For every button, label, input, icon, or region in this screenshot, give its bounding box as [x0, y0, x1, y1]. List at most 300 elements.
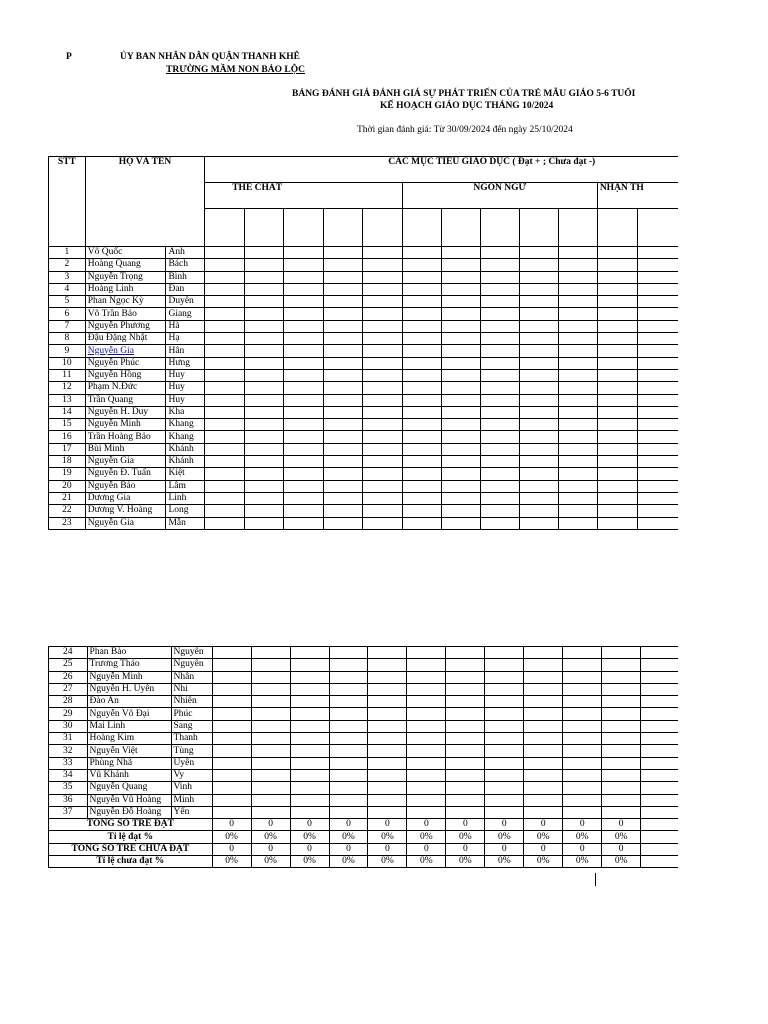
- evaluation-cell[interactable]: [363, 443, 402, 455]
- evaluation-cell[interactable]: [363, 468, 402, 480]
- evaluation-cell[interactable]: [441, 283, 480, 295]
- evaluation-cell[interactable]: [284, 443, 323, 455]
- evaluation-cell[interactable]: [323, 394, 362, 406]
- evaluation-cell[interactable]: [205, 382, 244, 394]
- evaluation-cell[interactable]: [407, 745, 446, 757]
- evaluation-cell[interactable]: [251, 806, 290, 818]
- evaluation-cell[interactable]: [323, 296, 362, 308]
- evaluation-cell[interactable]: [597, 517, 637, 529]
- evaluation-cell[interactable]: [638, 492, 678, 504]
- evaluation-cell[interactable]: [323, 456, 362, 468]
- evaluation-cell[interactable]: [602, 806, 641, 818]
- evaluation-cell[interactable]: [323, 382, 362, 394]
- evaluation-cell[interactable]: [485, 782, 524, 794]
- evaluation-cell[interactable]: [485, 794, 524, 806]
- evaluation-cell[interactable]: [363, 406, 402, 418]
- evaluation-cell[interactable]: [558, 333, 597, 345]
- evaluation-cell[interactable]: [641, 757, 678, 769]
- evaluation-cell[interactable]: [446, 782, 485, 794]
- evaluation-cell[interactable]: [597, 480, 637, 492]
- evaluation-cell[interactable]: [602, 683, 641, 695]
- evaluation-cell[interactable]: [284, 382, 323, 394]
- evaluation-cell[interactable]: [329, 696, 368, 708]
- evaluation-cell[interactable]: [284, 320, 323, 332]
- evaluation-cell[interactable]: [407, 733, 446, 745]
- evaluation-cell[interactable]: [524, 647, 563, 659]
- evaluation-cell[interactable]: [368, 733, 407, 745]
- evaluation-cell[interactable]: [441, 357, 480, 369]
- evaluation-cell[interactable]: [284, 333, 323, 345]
- evaluation-cell[interactable]: [323, 419, 362, 431]
- evaluation-cell[interactable]: [558, 259, 597, 271]
- evaluation-cell[interactable]: [363, 456, 402, 468]
- evaluation-cell[interactable]: [363, 308, 402, 320]
- evaluation-cell[interactable]: [284, 357, 323, 369]
- evaluation-cell[interactable]: [205, 517, 244, 529]
- evaluation-cell[interactable]: [524, 794, 563, 806]
- evaluation-cell[interactable]: [244, 320, 283, 332]
- evaluation-cell[interactable]: [402, 283, 441, 295]
- evaluation-cell[interactable]: [480, 492, 519, 504]
- evaluation-cell[interactable]: [597, 505, 637, 517]
- evaluation-cell[interactable]: [323, 320, 362, 332]
- evaluation-cell[interactable]: [446, 659, 485, 671]
- evaluation-cell[interactable]: [480, 247, 519, 259]
- evaluation-cell[interactable]: [284, 394, 323, 406]
- evaluation-cell[interactable]: [638, 247, 678, 259]
- evaluation-cell[interactable]: [329, 782, 368, 794]
- evaluation-cell[interactable]: [485, 696, 524, 708]
- evaluation-cell[interactable]: [441, 247, 480, 259]
- evaluation-cell[interactable]: [638, 345, 678, 357]
- evaluation-cell[interactable]: [638, 283, 678, 295]
- evaluation-cell[interactable]: [251, 733, 290, 745]
- evaluation-cell[interactable]: [597, 345, 637, 357]
- evaluation-cell[interactable]: [212, 696, 251, 708]
- evaluation-cell[interactable]: [212, 769, 251, 781]
- evaluation-cell[interactable]: [597, 271, 637, 283]
- evaluation-cell[interactable]: [244, 505, 283, 517]
- evaluation-cell[interactable]: [558, 247, 597, 259]
- evaluation-cell[interactable]: [558, 271, 597, 283]
- evaluation-cell[interactable]: [519, 505, 558, 517]
- evaluation-cell[interactable]: [329, 745, 368, 757]
- evaluation-cell[interactable]: [519, 271, 558, 283]
- evaluation-cell[interactable]: [558, 406, 597, 418]
- evaluation-cell[interactable]: [519, 345, 558, 357]
- evaluation-cell[interactable]: [323, 480, 362, 492]
- evaluation-cell[interactable]: [407, 806, 446, 818]
- evaluation-cell[interactable]: [597, 357, 637, 369]
- evaluation-cell[interactable]: [402, 480, 441, 492]
- evaluation-cell[interactable]: [402, 517, 441, 529]
- evaluation-cell[interactable]: [524, 757, 563, 769]
- evaluation-cell[interactable]: [284, 296, 323, 308]
- evaluation-cell[interactable]: [519, 320, 558, 332]
- evaluation-cell[interactable]: [441, 443, 480, 455]
- evaluation-cell[interactable]: [284, 259, 323, 271]
- evaluation-cell[interactable]: [446, 733, 485, 745]
- evaluation-cell[interactable]: [329, 806, 368, 818]
- evaluation-cell[interactable]: [251, 794, 290, 806]
- evaluation-cell[interactable]: [638, 468, 678, 480]
- evaluation-cell[interactable]: [602, 708, 641, 720]
- evaluation-cell[interactable]: [602, 647, 641, 659]
- evaluation-cell[interactable]: [284, 468, 323, 480]
- evaluation-cell[interactable]: [519, 357, 558, 369]
- evaluation-cell[interactable]: [244, 283, 283, 295]
- evaluation-cell[interactable]: [441, 394, 480, 406]
- evaluation-cell[interactable]: [290, 720, 329, 732]
- evaluation-cell[interactable]: [323, 308, 362, 320]
- evaluation-cell[interactable]: [212, 647, 251, 659]
- evaluation-cell[interactable]: [205, 320, 244, 332]
- evaluation-cell[interactable]: [290, 696, 329, 708]
- evaluation-cell[interactable]: [641, 659, 678, 671]
- evaluation-cell[interactable]: [602, 769, 641, 781]
- evaluation-cell[interactable]: [329, 671, 368, 683]
- evaluation-cell[interactable]: [363, 480, 402, 492]
- evaluation-cell[interactable]: [402, 345, 441, 357]
- evaluation-cell[interactable]: [402, 247, 441, 259]
- evaluation-cell[interactable]: [251, 720, 290, 732]
- evaluation-cell[interactable]: [244, 271, 283, 283]
- evaluation-cell[interactable]: [558, 480, 597, 492]
- evaluation-cell[interactable]: [363, 505, 402, 517]
- evaluation-cell[interactable]: [323, 247, 362, 259]
- evaluation-cell[interactable]: [205, 394, 244, 406]
- evaluation-cell[interactable]: [441, 271, 480, 283]
- evaluation-cell[interactable]: [212, 782, 251, 794]
- evaluation-cell[interactable]: [244, 247, 283, 259]
- evaluation-cell[interactable]: [284, 271, 323, 283]
- evaluation-cell[interactable]: [558, 308, 597, 320]
- evaluation-cell[interactable]: [519, 431, 558, 443]
- evaluation-cell[interactable]: [407, 671, 446, 683]
- evaluation-cell[interactable]: [368, 769, 407, 781]
- evaluation-cell[interactable]: [251, 769, 290, 781]
- evaluation-cell[interactable]: [323, 406, 362, 418]
- evaluation-cell[interactable]: [363, 259, 402, 271]
- evaluation-cell[interactable]: [363, 517, 402, 529]
- evaluation-cell[interactable]: [597, 259, 637, 271]
- evaluation-cell[interactable]: [205, 431, 244, 443]
- evaluation-cell[interactable]: [563, 696, 602, 708]
- evaluation-cell[interactable]: [368, 683, 407, 695]
- evaluation-cell[interactable]: [563, 757, 602, 769]
- evaluation-cell[interactable]: [284, 431, 323, 443]
- evaluation-cell[interactable]: [524, 696, 563, 708]
- evaluation-cell[interactable]: [638, 333, 678, 345]
- evaluation-cell[interactable]: [480, 259, 519, 271]
- evaluation-cell[interactable]: [602, 794, 641, 806]
- evaluation-cell[interactable]: [638, 357, 678, 369]
- evaluation-cell[interactable]: [597, 308, 637, 320]
- evaluation-cell[interactable]: [519, 382, 558, 394]
- evaluation-cell[interactable]: [244, 259, 283, 271]
- evaluation-cell[interactable]: [212, 794, 251, 806]
- evaluation-cell[interactable]: [323, 517, 362, 529]
- evaluation-cell[interactable]: [212, 708, 251, 720]
- evaluation-cell[interactable]: [602, 696, 641, 708]
- evaluation-cell[interactable]: [558, 296, 597, 308]
- evaluation-cell[interactable]: [244, 419, 283, 431]
- evaluation-cell[interactable]: [563, 708, 602, 720]
- evaluation-cell[interactable]: [563, 806, 602, 818]
- evaluation-cell[interactable]: [446, 806, 485, 818]
- evaluation-cell[interactable]: [638, 431, 678, 443]
- evaluation-cell[interactable]: [329, 757, 368, 769]
- evaluation-cell[interactable]: [244, 468, 283, 480]
- evaluation-cell[interactable]: [323, 431, 362, 443]
- evaluation-cell[interactable]: [290, 659, 329, 671]
- evaluation-cell[interactable]: [480, 283, 519, 295]
- evaluation-cell[interactable]: [244, 333, 283, 345]
- evaluation-cell[interactable]: [602, 745, 641, 757]
- evaluation-cell[interactable]: [519, 492, 558, 504]
- evaluation-cell[interactable]: [524, 671, 563, 683]
- evaluation-cell[interactable]: [597, 296, 637, 308]
- evaluation-cell[interactable]: [402, 369, 441, 381]
- evaluation-cell[interactable]: [446, 769, 485, 781]
- evaluation-cell[interactable]: [402, 443, 441, 455]
- evaluation-cell[interactable]: [205, 468, 244, 480]
- evaluation-cell[interactable]: [244, 492, 283, 504]
- evaluation-cell[interactable]: [441, 480, 480, 492]
- evaluation-cell[interactable]: [441, 308, 480, 320]
- evaluation-cell[interactable]: [638, 369, 678, 381]
- evaluation-cell[interactable]: [602, 671, 641, 683]
- evaluation-cell[interactable]: [205, 505, 244, 517]
- evaluation-cell[interactable]: [407, 696, 446, 708]
- evaluation-cell[interactable]: [524, 769, 563, 781]
- evaluation-cell[interactable]: [597, 247, 637, 259]
- evaluation-cell[interactable]: [323, 443, 362, 455]
- evaluation-cell[interactable]: [363, 382, 402, 394]
- evaluation-cell[interactable]: [407, 720, 446, 732]
- evaluation-cell[interactable]: [284, 345, 323, 357]
- evaluation-cell[interactable]: [558, 517, 597, 529]
- evaluation-cell[interactable]: [519, 333, 558, 345]
- evaluation-cell[interactable]: [290, 757, 329, 769]
- evaluation-cell[interactable]: [205, 357, 244, 369]
- evaluation-cell[interactable]: [519, 283, 558, 295]
- evaluation-cell[interactable]: [329, 794, 368, 806]
- evaluation-cell[interactable]: [597, 468, 637, 480]
- evaluation-cell[interactable]: [446, 745, 485, 757]
- evaluation-cell[interactable]: [485, 671, 524, 683]
- evaluation-cell[interactable]: [407, 782, 446, 794]
- evaluation-cell[interactable]: [597, 382, 637, 394]
- evaluation-cell[interactable]: [485, 806, 524, 818]
- evaluation-cell[interactable]: [480, 468, 519, 480]
- evaluation-cell[interactable]: [485, 647, 524, 659]
- evaluation-cell[interactable]: [441, 333, 480, 345]
- evaluation-cell[interactable]: [597, 431, 637, 443]
- evaluation-cell[interactable]: [524, 745, 563, 757]
- evaluation-cell[interactable]: [524, 782, 563, 794]
- evaluation-cell[interactable]: [480, 320, 519, 332]
- evaluation-cell[interactable]: [485, 757, 524, 769]
- evaluation-cell[interactable]: [402, 431, 441, 443]
- evaluation-cell[interactable]: [602, 782, 641, 794]
- evaluation-cell[interactable]: [597, 320, 637, 332]
- evaluation-cell[interactable]: [641, 782, 678, 794]
- evaluation-cell[interactable]: [363, 333, 402, 345]
- evaluation-cell[interactable]: [563, 683, 602, 695]
- evaluation-cell[interactable]: [368, 696, 407, 708]
- evaluation-cell[interactable]: [638, 320, 678, 332]
- evaluation-cell[interactable]: [563, 782, 602, 794]
- evaluation-cell[interactable]: [480, 333, 519, 345]
- evaluation-cell[interactable]: [368, 671, 407, 683]
- evaluation-cell[interactable]: [205, 443, 244, 455]
- evaluation-cell[interactable]: [524, 708, 563, 720]
- evaluation-cell[interactable]: [446, 757, 485, 769]
- evaluation-cell[interactable]: [212, 683, 251, 695]
- evaluation-cell[interactable]: [446, 647, 485, 659]
- evaluation-cell[interactable]: [407, 683, 446, 695]
- evaluation-cell[interactable]: [368, 708, 407, 720]
- evaluation-cell[interactable]: [251, 708, 290, 720]
- evaluation-cell[interactable]: [524, 806, 563, 818]
- evaluation-cell[interactable]: [558, 345, 597, 357]
- evaluation-cell[interactable]: [563, 647, 602, 659]
- evaluation-cell[interactable]: [284, 419, 323, 431]
- evaluation-cell[interactable]: [284, 505, 323, 517]
- evaluation-cell[interactable]: [323, 369, 362, 381]
- evaluation-cell[interactable]: [363, 345, 402, 357]
- evaluation-cell[interactable]: [407, 757, 446, 769]
- evaluation-cell[interactable]: [368, 720, 407, 732]
- evaluation-cell[interactable]: [407, 647, 446, 659]
- evaluation-cell[interactable]: [402, 406, 441, 418]
- evaluation-cell[interactable]: [441, 296, 480, 308]
- evaluation-cell[interactable]: [597, 456, 637, 468]
- evaluation-cell[interactable]: [329, 720, 368, 732]
- evaluation-cell[interactable]: [212, 671, 251, 683]
- evaluation-cell[interactable]: [446, 696, 485, 708]
- evaluation-cell[interactable]: [519, 247, 558, 259]
- evaluation-cell[interactable]: [641, 769, 678, 781]
- evaluation-cell[interactable]: [480, 345, 519, 357]
- evaluation-cell[interactable]: [290, 647, 329, 659]
- evaluation-cell[interactable]: [323, 283, 362, 295]
- evaluation-cell[interactable]: [485, 769, 524, 781]
- evaluation-cell[interactable]: [290, 782, 329, 794]
- evaluation-cell[interactable]: [558, 382, 597, 394]
- evaluation-cell[interactable]: [480, 505, 519, 517]
- evaluation-cell[interactable]: [407, 659, 446, 671]
- evaluation-cell[interactable]: [638, 456, 678, 468]
- evaluation-cell[interactable]: [205, 369, 244, 381]
- evaluation-cell[interactable]: [290, 671, 329, 683]
- evaluation-cell[interactable]: [284, 369, 323, 381]
- evaluation-cell[interactable]: [641, 806, 678, 818]
- evaluation-cell[interactable]: [480, 406, 519, 418]
- evaluation-cell[interactable]: [485, 659, 524, 671]
- evaluation-cell[interactable]: [638, 517, 678, 529]
- evaluation-cell[interactable]: [323, 271, 362, 283]
- evaluation-cell[interactable]: [441, 492, 480, 504]
- evaluation-cell[interactable]: [638, 308, 678, 320]
- evaluation-cell[interactable]: [284, 492, 323, 504]
- evaluation-cell[interactable]: [323, 345, 362, 357]
- evaluation-cell[interactable]: [519, 419, 558, 431]
- evaluation-cell[interactable]: [641, 671, 678, 683]
- evaluation-cell[interactable]: [363, 283, 402, 295]
- evaluation-cell[interactable]: [485, 683, 524, 695]
- evaluation-cell[interactable]: [597, 283, 637, 295]
- evaluation-cell[interactable]: [641, 794, 678, 806]
- evaluation-cell[interactable]: [407, 769, 446, 781]
- evaluation-cell[interactable]: [323, 492, 362, 504]
- evaluation-cell[interactable]: [205, 419, 244, 431]
- evaluation-cell[interactable]: [212, 745, 251, 757]
- evaluation-cell[interactable]: [205, 296, 244, 308]
- evaluation-cell[interactable]: [641, 647, 678, 659]
- evaluation-cell[interactable]: [558, 431, 597, 443]
- evaluation-cell[interactable]: [519, 394, 558, 406]
- evaluation-cell[interactable]: [558, 283, 597, 295]
- evaluation-cell[interactable]: [441, 419, 480, 431]
- evaluation-cell[interactable]: [402, 271, 441, 283]
- evaluation-cell[interactable]: [446, 708, 485, 720]
- evaluation-cell[interactable]: [480, 480, 519, 492]
- student-name-link[interactable]: Nguyễn Gia: [87, 345, 134, 356]
- evaluation-cell[interactable]: [597, 406, 637, 418]
- evaluation-cell[interactable]: [323, 259, 362, 271]
- evaluation-cell[interactable]: [402, 468, 441, 480]
- evaluation-cell[interactable]: [205, 492, 244, 504]
- evaluation-cell[interactable]: [284, 247, 323, 259]
- evaluation-cell[interactable]: [244, 443, 283, 455]
- evaluation-cell[interactable]: [519, 308, 558, 320]
- evaluation-cell[interactable]: [638, 419, 678, 431]
- evaluation-cell[interactable]: [519, 517, 558, 529]
- evaluation-cell[interactable]: [363, 394, 402, 406]
- evaluation-cell[interactable]: [641, 683, 678, 695]
- evaluation-cell[interactable]: [563, 720, 602, 732]
- evaluation-cell[interactable]: [244, 431, 283, 443]
- evaluation-cell[interactable]: [363, 419, 402, 431]
- evaluation-cell[interactable]: [597, 492, 637, 504]
- evaluation-cell[interactable]: [446, 683, 485, 695]
- evaluation-cell[interactable]: [480, 296, 519, 308]
- evaluation-cell[interactable]: [446, 671, 485, 683]
- evaluation-cell[interactable]: [402, 419, 441, 431]
- evaluation-cell[interactable]: [212, 720, 251, 732]
- evaluation-cell[interactable]: [323, 357, 362, 369]
- evaluation-cell[interactable]: [441, 468, 480, 480]
- evaluation-cell[interactable]: [638, 296, 678, 308]
- evaluation-cell[interactable]: [558, 419, 597, 431]
- evaluation-cell[interactable]: [558, 320, 597, 332]
- evaluation-cell[interactable]: [519, 259, 558, 271]
- evaluation-cell[interactable]: [251, 782, 290, 794]
- evaluation-cell[interactable]: [597, 419, 637, 431]
- evaluation-cell[interactable]: [205, 283, 244, 295]
- evaluation-cell[interactable]: [563, 733, 602, 745]
- evaluation-cell[interactable]: [519, 369, 558, 381]
- evaluation-cell[interactable]: [212, 806, 251, 818]
- evaluation-cell[interactable]: [290, 769, 329, 781]
- evaluation-cell[interactable]: [205, 480, 244, 492]
- evaluation-cell[interactable]: [244, 456, 283, 468]
- evaluation-cell[interactable]: [244, 406, 283, 418]
- evaluation-cell[interactable]: [638, 480, 678, 492]
- evaluation-cell[interactable]: [558, 443, 597, 455]
